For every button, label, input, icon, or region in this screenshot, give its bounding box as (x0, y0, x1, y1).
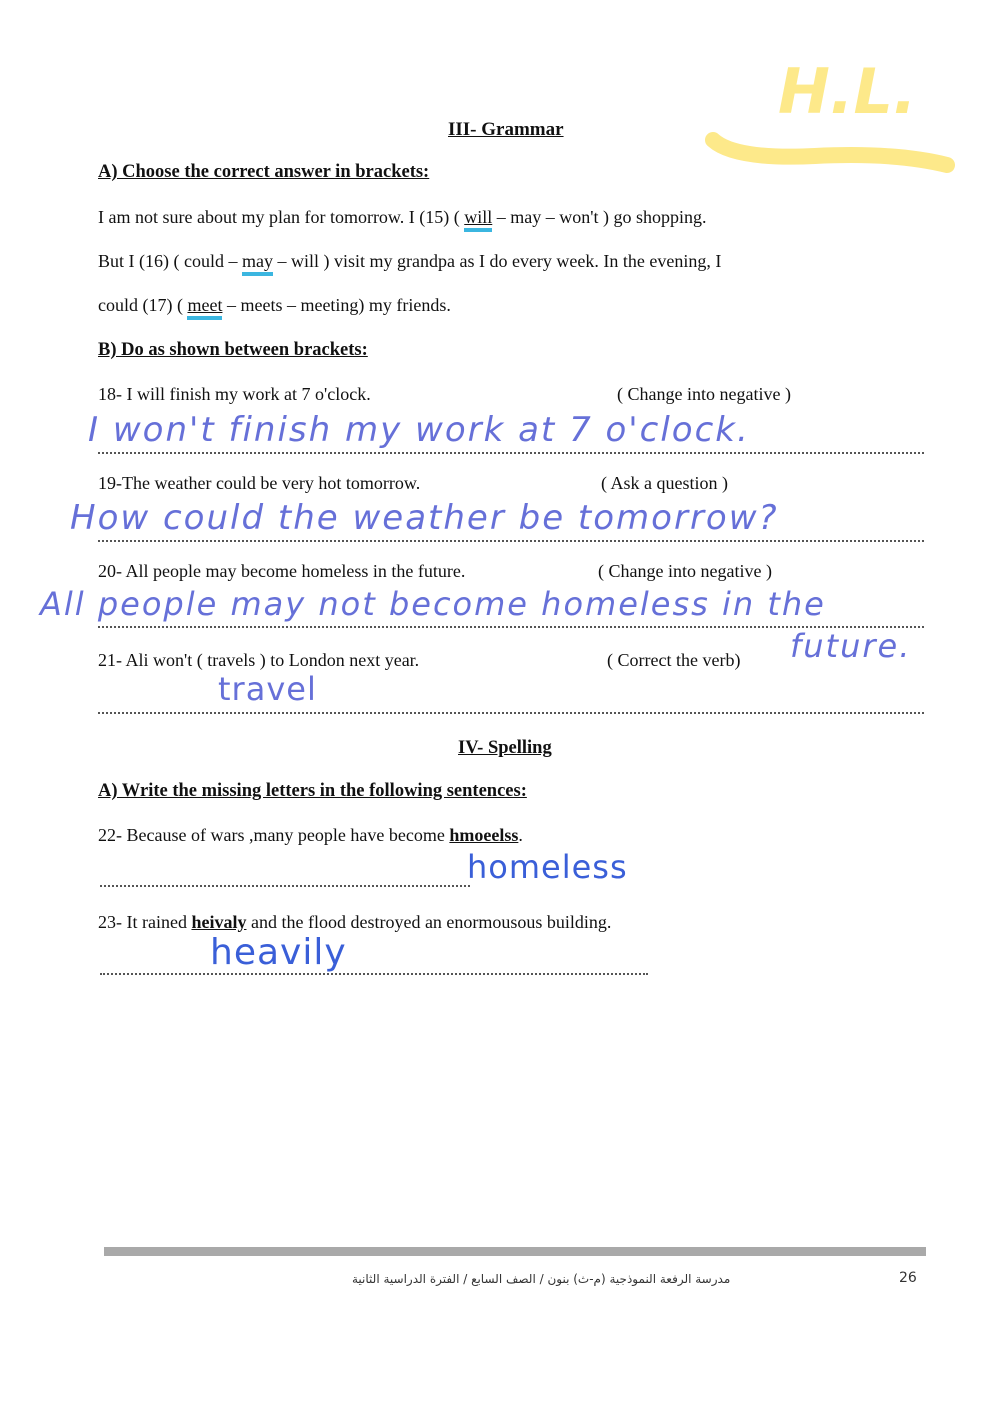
section-title-grammar: III- Grammar (448, 119, 564, 140)
item-23-sentence (98, 912, 611, 933)
item-22-word: hmoeelss (449, 825, 519, 845)
item-18-answer-line (98, 452, 924, 454)
line-16-pre: But I (16) ( could – (98, 251, 238, 271)
answer-16-selected: may (242, 251, 273, 276)
part-a-title: A) Choose the correct answer in brackets: (98, 162, 430, 182)
line-15-rest: – may – won't ) go shopping. (496, 207, 707, 227)
item-20-instruction: ( Change into negative ) (598, 561, 772, 581)
footer-bar (104, 1247, 926, 1256)
item-23-answer[interactable]: heavily (210, 932, 347, 973)
item-19-instruction: ( Ask a question ) (601, 473, 728, 493)
line-16-rest: – will ) visit my grandpa as I do every week. In the evening, I (277, 251, 722, 271)
item-19-answer-line (98, 540, 924, 542)
item-22-sentence (98, 825, 523, 846)
item-21-answer-line (98, 712, 924, 714)
item-21-instruction: ( Correct the verb) (607, 650, 741, 670)
item-20-sentence: 20- All people may become homeless in the future. (98, 561, 466, 581)
section-title-spelling: IV- Spelling (458, 738, 552, 758)
answer-15-selected: will (464, 207, 492, 232)
item-20-answer-continued[interactable]: future. (790, 627, 912, 665)
item-22-pre: 22- Because of wars ,many people have become (98, 825, 445, 845)
item-23-answer-line (100, 973, 648, 975)
line-15-pre: I am not sure about my plan for tomorrow. I (15) ( (98, 207, 460, 227)
line-17-pre: could (17) ( (98, 295, 183, 315)
answer-17-selected: meet (187, 295, 222, 320)
item-18-sentence: 18- I will finish my work at 7 o'clock. (98, 384, 371, 404)
grammar-line-15 (98, 207, 707, 228)
item-18-instruction: ( Change into negative ) (617, 384, 791, 404)
item-22-answer-line (100, 885, 470, 887)
page-number: 26 (899, 1270, 917, 1286)
item-23-pre: 23- It rained (98, 912, 187, 932)
footer-school: مدرسة الرفعة النموذجية (م-ث) بنون / الصف السابع / الفترة الدراسية الثانية (352, 1272, 731, 1286)
item-21-answer[interactable]: travel (218, 670, 317, 708)
line-17-rest: – meets – meeting) my friends. (226, 295, 451, 315)
item-20-answer[interactable]: All people may not become homeless in the (40, 585, 826, 623)
spelling-part-a-title: A) Write the missing letters in the following sentences: (98, 781, 527, 801)
item-23-post: and the flood destroyed an enormousous building. (250, 912, 612, 932)
grammar-line-16 (98, 251, 721, 272)
item-21-sentence: 21- Ali won't ( travels ) to London next year. (98, 650, 420, 670)
marker-stroke (705, 120, 955, 190)
item-19-answer[interactable]: How could the weather be tomorrow? (70, 498, 779, 538)
part-b-title: B) Do as shown between brackets: (98, 340, 368, 360)
marker-stroke-path (713, 140, 947, 165)
item-22-post: . (518, 825, 523, 845)
item-19-sentence: 19-The weather could be very hot tomorrow. (98, 473, 421, 493)
item-18-answer[interactable]: I won't finish my work at 7 o'clock. (88, 410, 750, 450)
grammar-line-17 (98, 295, 451, 316)
teacher-mark: H.L. (778, 55, 917, 128)
item-22-answer[interactable]: homeless (467, 848, 628, 886)
item-23-word: heivaly (191, 912, 247, 932)
